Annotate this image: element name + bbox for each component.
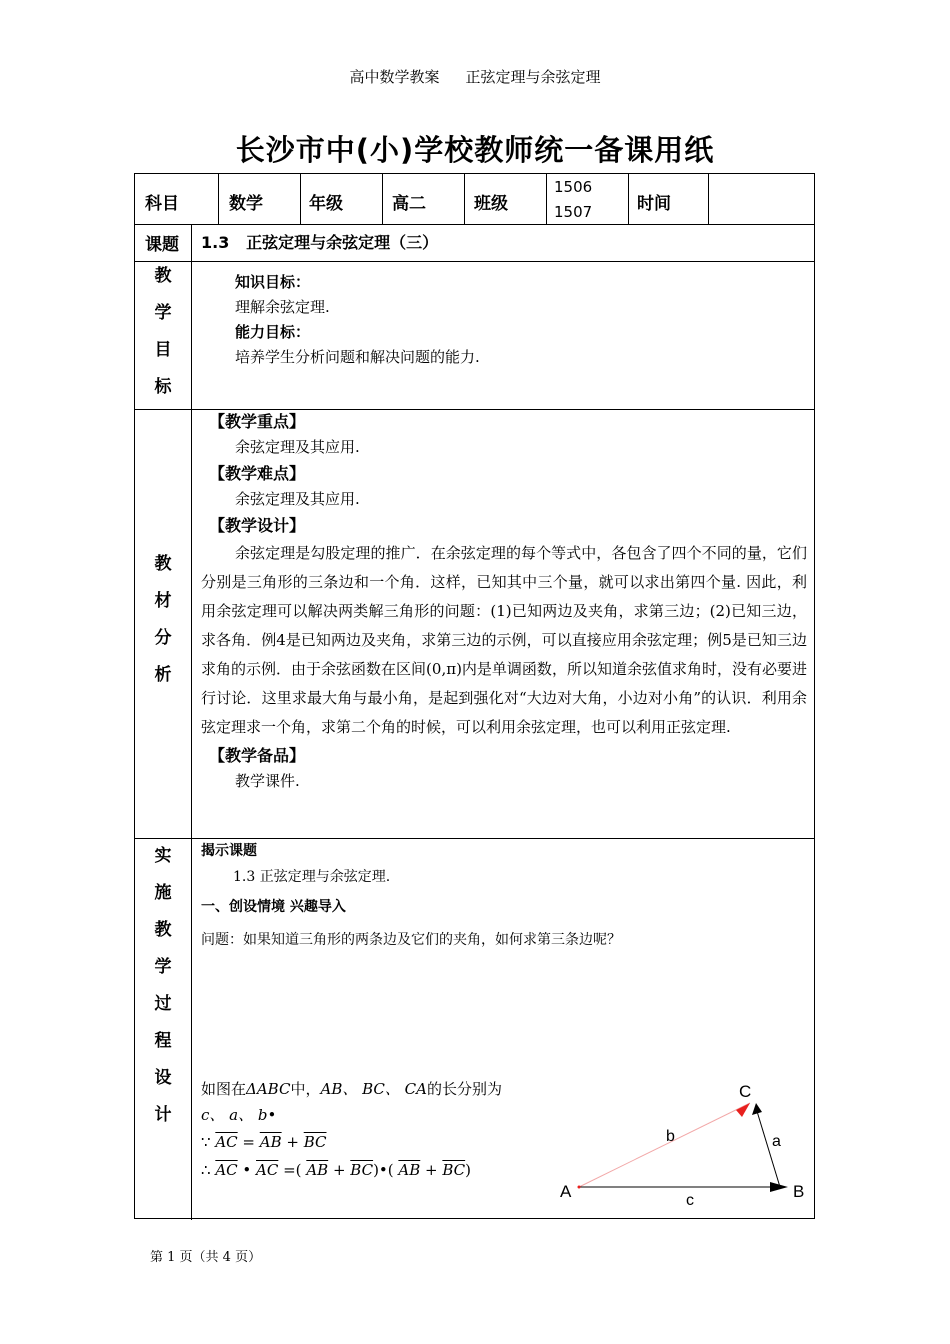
label-b-vertex: B: [793, 1182, 805, 1201]
header-topic: 正弦定理与余弦定理: [465, 68, 601, 86]
class-values: [554, 175, 592, 225]
process-label: 实 施 教 学 过 程 设 计: [154, 846, 172, 1125]
side-names: AB、 BC、 CA: [320, 1080, 427, 1098]
topic-number: 1.3: [201, 233, 230, 252]
topic-text: 正弦定理与余弦定理（三）: [246, 233, 439, 252]
page-footer: 第 1 页（共 4 页）: [150, 1250, 262, 1265]
lesson-plan-table: [134, 173, 815, 1219]
vector-equation-1: ∵ $\overline{AC} = \overline{AB} + \overline{BC}$: [201, 1133, 327, 1151]
subject-label: 科目: [145, 194, 179, 214]
difficulty-text: 余弦定理及其应用.: [235, 490, 360, 508]
class-label: 班级: [474, 194, 508, 214]
derivation: [201, 1076, 561, 1184]
triangle-abc: ΔABC: [246, 1080, 291, 1098]
label-c-vertex: C: [739, 1082, 752, 1101]
label-b-side: b: [666, 1128, 675, 1145]
side-lengths: c、 a、 b•: [201, 1106, 277, 1124]
intro-line: 如图在ΔABC中，AB、 BC、 CA的长分别为: [201, 1080, 502, 1098]
knowledge-title: 知识目标：: [235, 273, 311, 291]
time-label: 时间: [637, 194, 671, 214]
ability-text: 培养学生分析问题和解决问题的能力.: [235, 348, 480, 366]
ability-title: 能力目标：: [235, 323, 311, 341]
question-text: 问题：如果知道三角形的两条边及它们的夹角，如何求第三条边呢？: [201, 932, 621, 948]
analysis-content: [201, 408, 807, 794]
triangle-diagram: [550, 1075, 810, 1215]
knowledge-text: 理解余弦定理.: [235, 298, 330, 316]
reveal-title: 揭示课题: [201, 843, 257, 859]
side-b: [579, 1103, 750, 1187]
page-header: [0, 66, 950, 87]
label-c-side: c: [686, 1192, 694, 1209]
design-text: 余弦定理是勾股定理的推广．在余弦定理的每个等式中，各包含了四个不同的量，它们分别是三角形的三条边和一个角．这样，已知其中三个量，就可以求出第四个量. 因此，利用余弦定理可以解决两类解三角形的问题：(1)已知两边及夹角，求第三边；(2)已知三边，求各角．例4是已知两边及夹角，求第三边的示例，可以直接应用余弦定理；例5是已知三边求角的示例．由于余弦函数在区间(0,π)内是单调函数，所以知道余弦值求角时，没有必要进行讨论．这里求最大角与最小角，是起到强化对“大边对大角，小边对小角”的认识．利用余弦定理求一个角，求第二个角的时候，可以利用余弦定理，也可以利用正弦定理.: [201, 544, 807, 736]
subject-value: 数学: [229, 194, 263, 214]
header-course: 高中数学教案: [349, 68, 440, 86]
arrowhead-c: [752, 1103, 762, 1115]
key-title: 【教学重点】: [209, 412, 306, 431]
label-a-side: a: [772, 1133, 781, 1150]
class-1: 1506: [554, 178, 593, 196]
reveal-text: 1.3 正弦定理与余弦定理.: [233, 869, 391, 885]
prep-text: 教学课件.: [235, 772, 300, 790]
goals-label: 教 学 目 标: [154, 266, 172, 397]
page-title: 长沙市中(小)学校教师统一备课用纸: [235, 133, 715, 167]
topic-label: 课题: [145, 235, 179, 255]
vector-equation-2: ∴ $\overline{AC}$ • $\overline{AC}$ =( $\overline{AB}$ + $\overline{BC})•$( $\overline{AB} + \overline{BC}$): [201, 1161, 471, 1179]
section-1-title: 一、创设情境 兴趣导入: [201, 899, 346, 915]
topic-value: [201, 230, 438, 253]
grade-value: 高二: [392, 194, 426, 214]
grade-label: 年级: [309, 194, 343, 214]
class-2: 1507: [554, 203, 593, 221]
design-title: 【教学设计】: [209, 516, 306, 535]
point-a-dot: [578, 1186, 581, 1189]
process-content: [201, 840, 807, 958]
red-arrowhead: [736, 1103, 750, 1117]
label-a-vertex: A: [560, 1182, 572, 1201]
analysis-label: 教 材 分 析: [154, 554, 172, 685]
key-text: 余弦定理及其应用.: [235, 438, 360, 456]
prep-title: 【教学备品】: [209, 746, 306, 765]
goals-content: [201, 270, 807, 370]
difficulty-title: 【教学难点】: [209, 464, 306, 483]
